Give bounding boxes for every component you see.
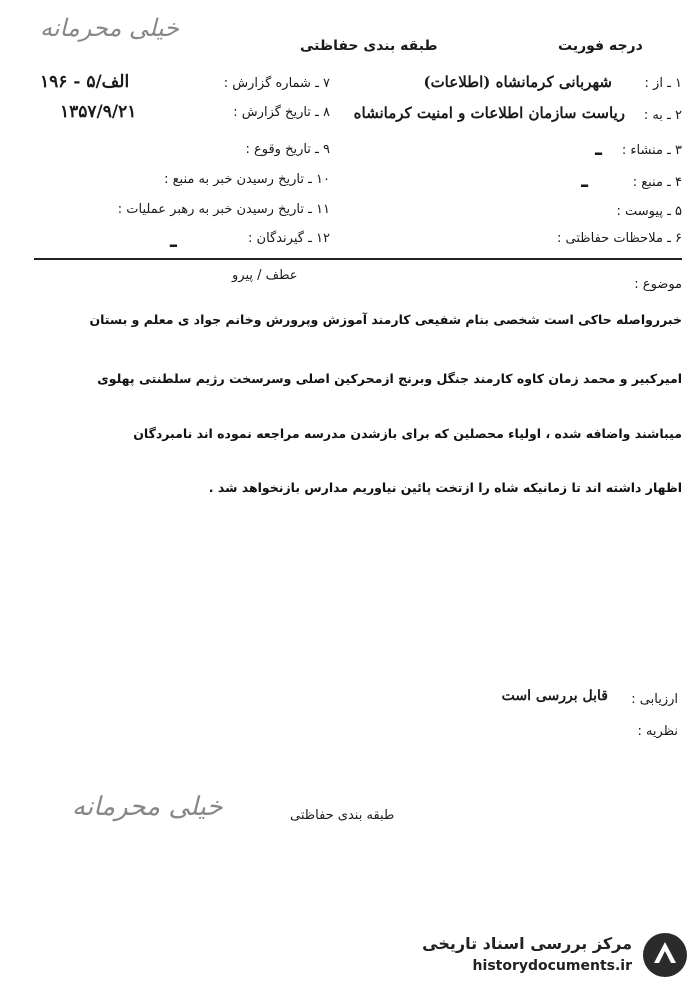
right-field-4: [633, 175, 682, 190]
field-label: ۳ ـ منشاء :: [621, 143, 682, 158]
field-label: ۹ ـ تاریخ وقوع :: [245, 142, 330, 157]
to-value: ریاست سازمان اطلاعات و امنیت کرمانشاه: [353, 104, 625, 122]
recipients-value: ـ: [170, 228, 177, 252]
report-date-value: ۱۳۵۷/۹/۲۱: [60, 102, 137, 122]
left-field-7: [224, 76, 330, 91]
field-label: ۱۱ ـ تاریخ رسیدن خبر به رهبر عملیات :: [117, 202, 330, 217]
header-divider: [34, 258, 682, 260]
left-field-12: [248, 231, 330, 246]
watermark-title: مرکز بررسی اسناد تاریخی: [422, 934, 632, 953]
left-field-11: [118, 202, 330, 217]
right-field-3: [622, 143, 682, 158]
field-label: ۵ ـ پیوست :: [616, 204, 682, 219]
top-secrecy-stamp: خیلی محرمانه: [40, 14, 179, 42]
archive-logo-icon: [640, 930, 690, 980]
body-line: اظهار داشته اند تا زمانیکه شاه را ازتخت پائین نیاوریم مدارس بازنخواهد شد .: [208, 480, 682, 495]
right-field-1: [645, 76, 682, 91]
field-label: ۷ ـ شماره گزارش :: [223, 76, 330, 91]
subject-label: موضوع :: [634, 277, 682, 292]
urgency-label: درجه فوریت: [558, 38, 643, 54]
field-label: ۸ ـ تاریخ گزارش :: [233, 105, 330, 120]
evaluation-value: قابل بررسی است: [501, 688, 608, 704]
watermark: [410, 926, 690, 986]
left-field-9: [245, 142, 330, 157]
bottom-secrecy-stamp: خیلی محرمانه: [72, 792, 223, 822]
right-field-6: [557, 231, 682, 246]
body-line: میباشند واضافه شده ، اولیاء محصلین که برای بازشدن مدرسه مراجعه نموده اند نامبردگان: [133, 426, 682, 441]
footer-classification-label: طبقه بندی حفاظتی: [290, 808, 395, 823]
body-line: امیرکبیر و محمد زمان کاوه کارمند جنگل وبرنج ازمحرکین اصلی وسرسخت رژیم سلطنتی پهلوی: [97, 371, 682, 386]
left-field-8: [233, 105, 330, 120]
field-label: ۴ ـ منبع :: [632, 175, 682, 190]
from-value: شهربانی کرمانشاه (اطلاعات): [423, 73, 612, 91]
field-label: ۱۰ ـ تاریخ رسیدن خبر به منبع :: [164, 172, 330, 187]
report-number-value: الف/۵ - ۱۹۶: [40, 72, 130, 92]
body-line: خبررواصله حاکی است شخصی بنام شفیعی کارمند آموزش وپرورش وخانم جواد ی معلم و بستان: [89, 312, 682, 327]
field-label: ۱ ـ از :: [644, 76, 682, 91]
field-label: ۶ ـ ملاحظات حفاظتی :: [557, 231, 682, 246]
field-label: ۱۲ ـ گیرندگان :: [248, 231, 330, 246]
right-field-2: [644, 108, 682, 123]
left-field-10: [164, 172, 330, 187]
right-field-5: [617, 204, 682, 219]
reference-label: عطف / پیرو: [232, 268, 298, 283]
evaluation-label: ارزیابی :: [631, 692, 678, 707]
field-label: ۲ ـ به :: [643, 108, 682, 123]
classification-label: طبقه بندی حفاظتی: [300, 38, 438, 54]
opinion-label: نظریه :: [637, 724, 678, 739]
origin-value: ـ: [595, 136, 602, 160]
source-value: ـ: [581, 168, 588, 192]
watermark-url: historydocuments.ir: [472, 958, 632, 974]
